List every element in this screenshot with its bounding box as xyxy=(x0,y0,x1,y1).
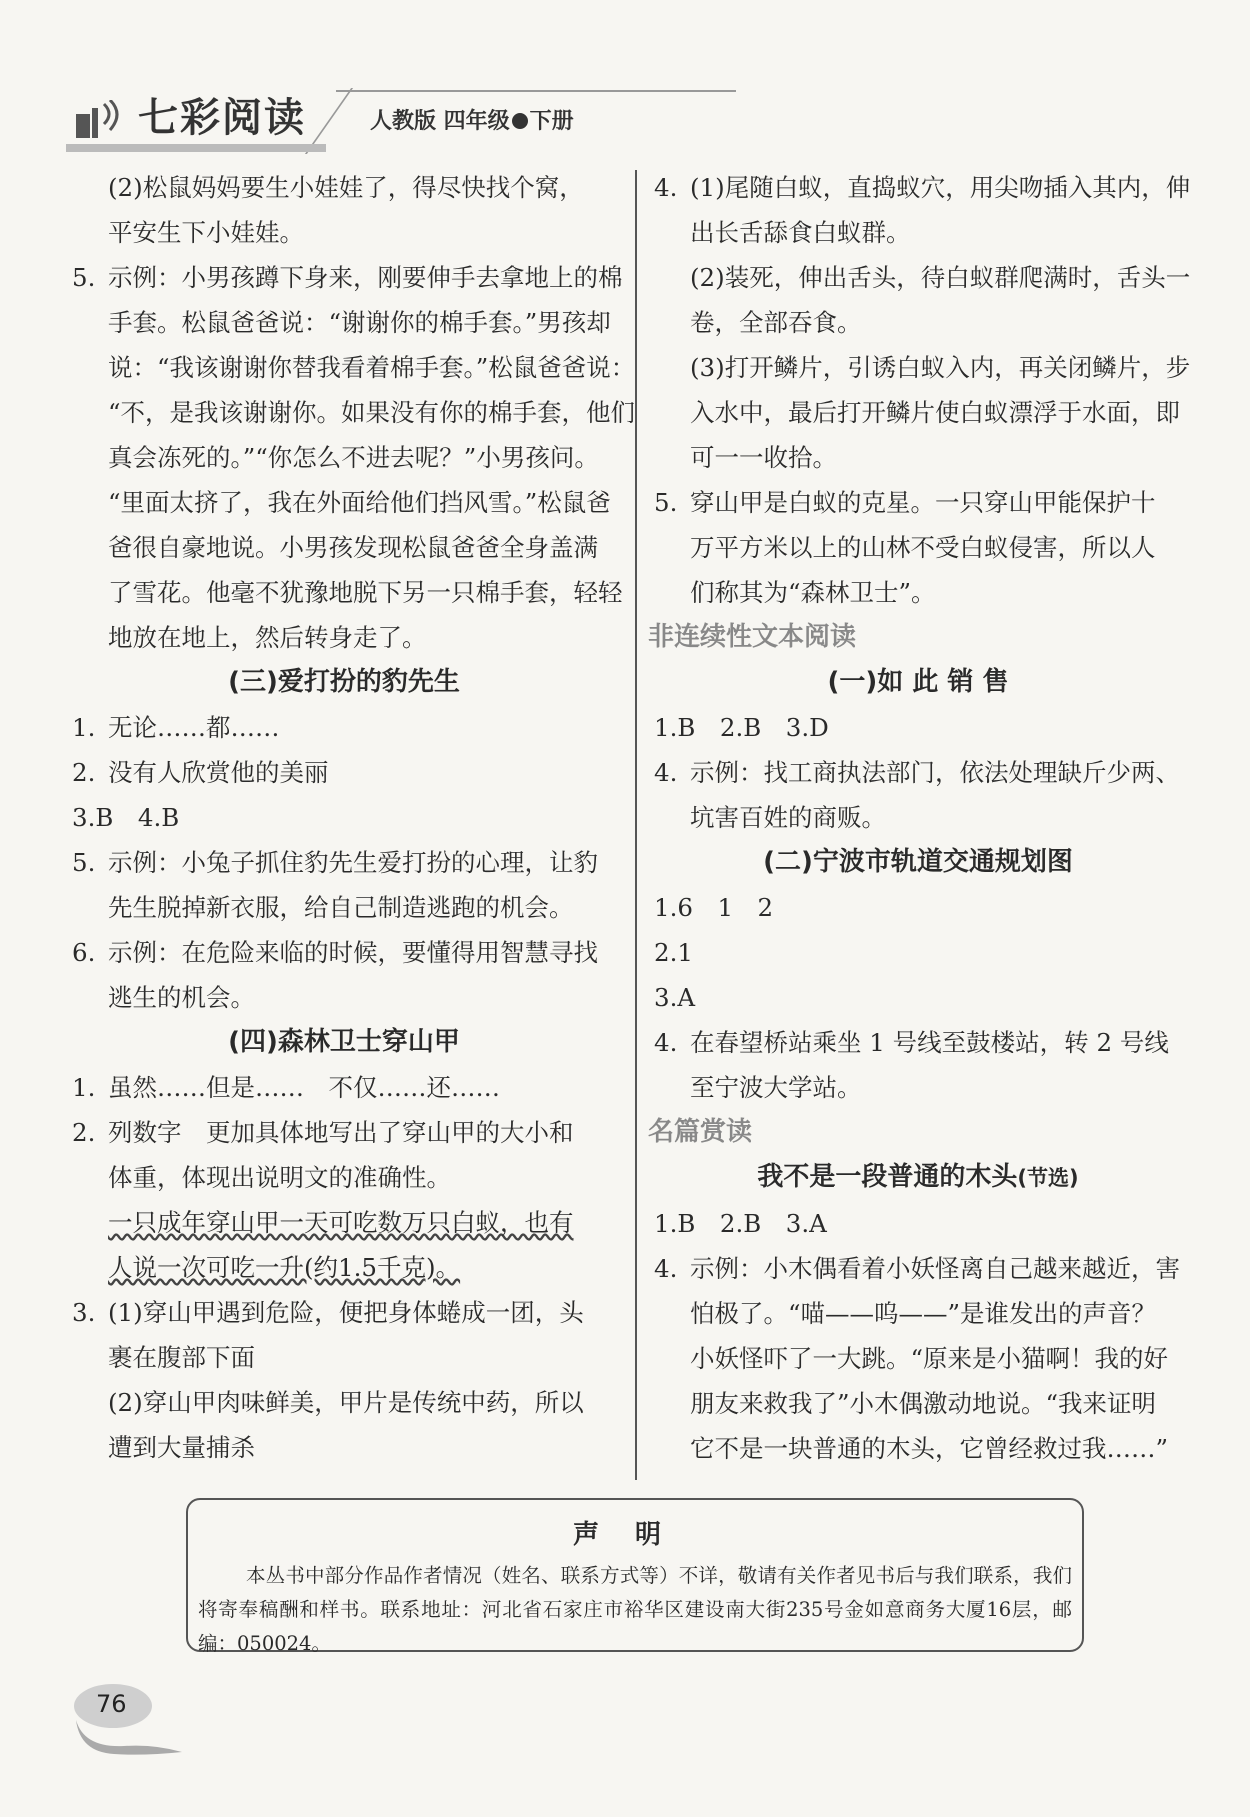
answer-line: 无论……都…… xyxy=(108,713,280,742)
answer-line: (2)松鼠妈妈要生小娃娃了，得尽快找个窝， xyxy=(108,173,584,202)
answer-item xyxy=(648,750,1188,840)
column-divider xyxy=(635,170,637,1480)
answer-line: 1.6 1 2 xyxy=(654,893,774,922)
edition-label xyxy=(370,104,574,135)
answer-line: 3.B 4.B xyxy=(72,803,180,832)
answer-item xyxy=(66,705,622,750)
swoosh-decoration-icon xyxy=(74,1712,184,1756)
left-column xyxy=(66,165,636,1470)
page-number: 76 xyxy=(96,1690,127,1718)
answer-line: 1.B 2.B 3.D xyxy=(654,713,829,742)
item-number: 5. xyxy=(654,488,678,517)
answer-line: 列数字 更加具体地写出了穿山甲的大小和 xyxy=(108,1118,574,1147)
declaration-body: 本丛书中部分作品作者情况（姓名、联系方式等）不详，敬请有关作者见书后与我们联系，我们将寄奉稿酬和样书。联系地址：河北省石家庄市裕华区建设南大街235号金如意商务大厦16层，邮编：050024。 xyxy=(198,1564,1072,1655)
right-column xyxy=(648,165,1191,1471)
item-number: 4. xyxy=(654,758,678,787)
answer-line: 它不是一块普通的木头，它曾经救过我……” xyxy=(690,1434,1169,1463)
answer-line: 体重，体现出说明文的准确性。 xyxy=(108,1163,451,1192)
answer-line: (3)打开鳞片，引诱白蚁入内，再关闭鳞片，步 xyxy=(690,353,1191,382)
answer-line: 在春望桥站乘坐 1 号线至鼓楼站，转 2 号线 xyxy=(690,1028,1169,1057)
answer-item xyxy=(648,480,1188,615)
edition-grade: 人教版 四年级 xyxy=(370,109,510,134)
section-title: (三)爱打扮的豹先生 xyxy=(228,667,460,697)
item-number: 4. xyxy=(654,1028,678,1057)
answer-line: 怕极了。“喵——呜——”是谁发出的声音？ xyxy=(690,1299,1157,1328)
section-title: (二)宁波市轨道交通规划图 xyxy=(763,847,1073,877)
answer-line: 可一一收拾。 xyxy=(690,443,837,472)
answer-line: 裹在腹部下面 xyxy=(108,1343,255,1372)
answer-line: 手套。松鼠爸爸说：“谢谢你的棉手套。”男孩却 xyxy=(108,308,611,337)
answer-line: “不，是我该谢谢你。如果没有你的棉手套，他们 xyxy=(108,398,636,427)
answer-line: (2)装死，伸出舌头，待白蚁群爬满时，舌头一 xyxy=(690,263,1191,292)
section-title: (四)森林卫士穿山甲 xyxy=(228,1027,460,1057)
header-bar xyxy=(66,144,326,152)
answer-line: 先生脱掉新衣服，给自己制造逃跑的机会。 xyxy=(108,893,574,922)
item-number: 4. xyxy=(654,1254,678,1283)
answer-line: 了雪花。他毫不犹豫地脱下另一只棉手套，轻轻 xyxy=(108,578,623,607)
answer-line: 入水中，最后打开鳞片使白蚁漂浮于水面，即 xyxy=(690,398,1180,427)
answer-item xyxy=(66,1110,622,1290)
edition-volume: 下册 xyxy=(529,109,574,134)
declaration-title: 声明 xyxy=(572,1520,697,1550)
answer-line: 爸很自豪地说。小男孩发现松鼠爸爸全身盖满 xyxy=(108,533,598,562)
answer-line: 们称其为“森林卫士”。 xyxy=(690,578,936,607)
answer-line: 至宁波大学站。 xyxy=(690,1073,862,1102)
item-number: 2. xyxy=(72,758,96,787)
answer-line: 1.B 2.B 3.A xyxy=(654,1209,827,1238)
answer-item xyxy=(66,1290,622,1470)
page-header xyxy=(66,82,736,152)
item-number: 5. xyxy=(72,848,96,877)
category-heading: 名篇赏读 xyxy=(648,1117,753,1147)
answer-item xyxy=(648,165,1191,480)
category-heading: 非连续性文本阅读 xyxy=(648,622,857,652)
dot-separator xyxy=(512,113,528,129)
declaration-box xyxy=(186,1498,1084,1655)
answer-line-wavy: 一只成年穿山甲一天可吃数万只白蚁，也有 xyxy=(108,1208,574,1237)
answer-line: 虽然……但是…… 不仅……还…… xyxy=(108,1073,500,1102)
answer-line: 平安生下小娃娃。 xyxy=(108,218,304,247)
header-rule xyxy=(336,90,736,92)
answer-line: (2)穿山甲肉味鲜美，甲片是传统中药，所以 xyxy=(108,1388,584,1417)
item-number: 4. xyxy=(654,173,678,202)
answer-line: 示例：小男孩蹲下身来，刚要伸手去拿地上的棉 xyxy=(108,263,623,292)
answer-item xyxy=(66,1065,622,1110)
section-title-note: (节选) xyxy=(1017,1166,1079,1190)
answer-line: 示例：小兔子抓住豹先生爱打扮的心理，让豹 xyxy=(108,848,598,877)
answer-line: 说：“我该谢谢你替我看着棉手套。”松鼠爸爸说： xyxy=(108,353,636,382)
book-icon xyxy=(74,100,126,140)
answer-item xyxy=(66,750,622,795)
answer-item xyxy=(648,1246,1188,1471)
answer-line: 没有人欣赏他的美丽 xyxy=(108,758,329,787)
answer-line: 小妖怪吓了一大跳。“原来是小猫啊！我的好 xyxy=(690,1344,1169,1373)
answer-line: 3.A xyxy=(654,983,696,1012)
answer-line: 示例：找工商执法部门，依法处理缺斤少两、 xyxy=(690,758,1180,787)
answer-item xyxy=(66,840,622,930)
answer-line-wavy: 人说一次可吃一升(约1.5千克)。 xyxy=(108,1253,461,1282)
answer-item xyxy=(648,1020,1188,1110)
answer-item xyxy=(66,930,622,1020)
item-number: 3. xyxy=(72,1298,96,1327)
answer-item xyxy=(66,255,636,660)
item-number: 5. xyxy=(72,263,96,292)
answer-line: 万平方米以上的山林不受白蚁侵害，所以人 xyxy=(690,533,1156,562)
answer-line: 逃生的机会。 xyxy=(108,983,255,1012)
answer-line: 遭到大量捕杀 xyxy=(108,1433,255,1462)
answer-line: 坑害百姓的商贩。 xyxy=(690,803,886,832)
section-title-main: 我不是一段普通的木头 xyxy=(757,1162,1018,1192)
answer-line: 地放在地上，然后转身走了。 xyxy=(108,623,427,652)
answer-line: 朋友来救我了”小木偶激动地说。“我来证明 xyxy=(690,1389,1157,1418)
section-title: (一)如 此 销 售 xyxy=(827,667,1009,697)
answer-line: 真会冻死的。”“你怎么不进去呢？”小男孩问。 xyxy=(108,443,599,472)
brand-title: 七彩阅读 xyxy=(138,95,306,141)
item-number: 1. xyxy=(72,713,96,742)
answer-line: “里面太挤了，我在外面给他们挡风雪。”松鼠爸 xyxy=(108,488,611,517)
answer-line: 卷，全部吞食。 xyxy=(690,308,862,337)
answer-line: 示例：在危险来临的时候，要懂得用智慧寻找 xyxy=(108,938,598,967)
answer-line: 穿山甲是白蚁的克星。一只穿山甲能保护十 xyxy=(690,488,1156,517)
answer-line: 出长舌舔食白蚁群。 xyxy=(690,218,911,247)
item-number: 1. xyxy=(72,1073,96,1102)
answer-line: (1)穿山甲遇到危险，便把身体蜷成一团，头 xyxy=(108,1298,584,1327)
item-number: 6. xyxy=(72,938,96,967)
section-title xyxy=(648,1155,1188,1201)
item-number: 2. xyxy=(72,1118,96,1147)
answer-line: 示例：小木偶看着小妖怪离自己越来越近，害 xyxy=(690,1254,1180,1283)
answer-line: (1)尾随白蚁，直捣蚁穴，用尖吻插入其内，伸 xyxy=(690,173,1191,202)
answer-line: 2.1 xyxy=(654,938,693,967)
